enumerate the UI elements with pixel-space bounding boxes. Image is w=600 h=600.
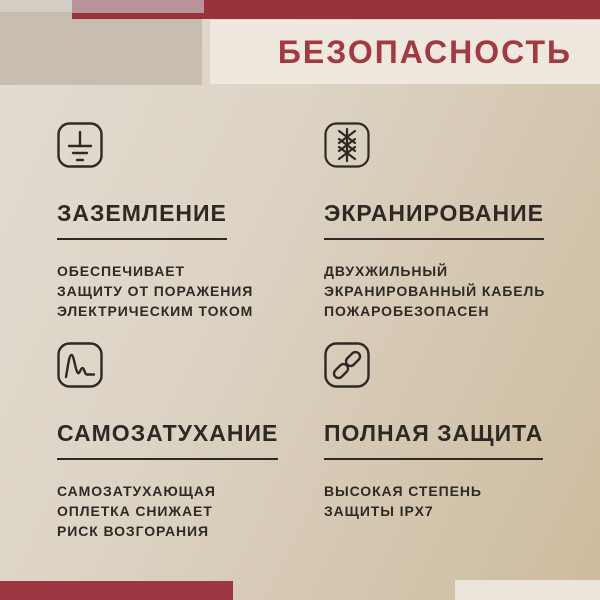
feature-text-line: ПОЖАРОБЕЗОПАСЕН — [324, 303, 490, 319]
feature-text-line: РИСК ВОЗГОРАНИЯ — [57, 523, 209, 539]
header-panel — [210, 20, 600, 84]
feature-title: ЭКРАНИРОВАНИЕ — [324, 200, 544, 240]
self-extinguish-icon — [57, 342, 103, 388]
feature-text-line: САМОЗАТУХАЮЩАЯ — [57, 483, 216, 499]
feature-text-line: ЭКРАНИРОВАННЫЙ КАБЕЛЬ — [324, 283, 546, 299]
shielding-icon — [324, 122, 370, 168]
feature-text-line: ЗАЩИТЫ IPX7 — [324, 503, 434, 519]
page-title: БЕЗОПАСНОСТЬ — [277, 33, 572, 70]
deco-bottom-cream-block — [455, 580, 600, 600]
feature-title: САМОЗАТУХАНИЕ — [57, 420, 278, 460]
feature-title: ЗАЗЕМЛЕНИЕ — [57, 200, 227, 240]
feature-text-line: ЗАЩИТУ ОТ ПОРАЖЕНИЯ — [57, 283, 254, 299]
feature-text-line: ОБЕСПЕЧИВАЕТ — [57, 263, 185, 279]
deco-pink-rect — [72, 0, 204, 13]
feature-shielding — [324, 122, 586, 321]
feature-grounding — [57, 122, 319, 321]
feature-text-line: ОПЛЕТКА СНИЖАЕТ — [57, 503, 213, 519]
feature-description — [57, 481, 319, 541]
feature-description — [57, 261, 319, 321]
feature-full-protection — [324, 342, 586, 521]
feature-text-line: ВЫСОКАЯ СТЕПЕНЬ — [324, 483, 482, 499]
deco-bottom-red-block — [0, 581, 233, 600]
feature-description — [324, 261, 586, 321]
feature-text-line: ДВУХЖИЛЬНЫЙ — [324, 263, 448, 279]
chain-link-icon — [324, 342, 370, 388]
feature-text-line: ЭЛЕКТРИЧЕСКИМ ТОКОМ — [57, 303, 254, 319]
deco-taupe-rect — [0, 12, 202, 85]
ground-icon — [57, 122, 103, 168]
feature-self-extinguishing — [57, 342, 319, 541]
deco-gray-rect — [0, 0, 72, 12]
feature-title: ПОЛНАЯ ЗАЩИТА — [324, 420, 543, 460]
feature-description — [324, 481, 586, 521]
